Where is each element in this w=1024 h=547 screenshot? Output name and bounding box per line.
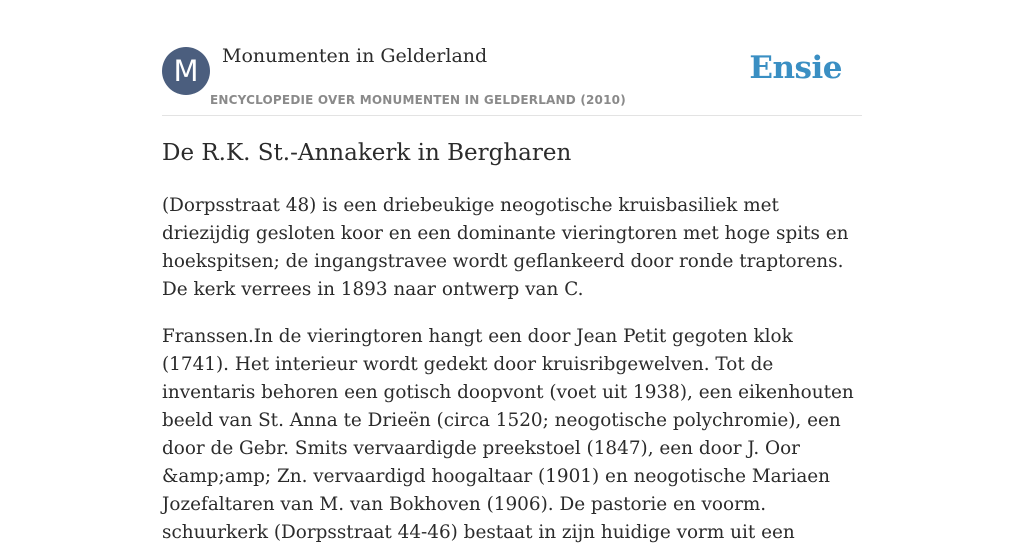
article-paragraph: Franssen.In de vieringtoren hangt een door Jean Petit gegoten klok (1741). Het interieur wordt gedekt door kruisribgewelven. Tot de inventaris behoren een gotisch doopvont (voet uit 1938), een eikenhouten beeld van St. Anna te Drieën (circa 1520; neogotische polychromie), een door de Gebr. Smits vervaardigde preekstoel (1847), een door J. Oor &amp;amp; Zn. vervaardigd hoogaltaar (1901) en neogotische Mariaen Jozefaltaren van M. van Bokhoven (1906). De pastorie en voorm. schuurkerk (Dorpsstraat 44-46) bestaat in zijn huidige vorm uit een — [162, 326, 854, 543]
content-container — [162, 0, 862, 543]
brand-logo-link[interactable]: Ensie — [749, 50, 842, 86]
site-title-link[interactable]: Monumenten in Gelderland — [222, 45, 488, 67]
avatar[interactable]: M — [162, 47, 210, 95]
header — [162, 0, 862, 116]
article-paragraph: (Dorpsstraat 48) is een driebeukige neogotische kruisbasiliek met driezijdig gesloten koor en een dominante vieringtoren met hoge spits en hoekspitsen; de ingangstravee wordt geflankeerd door ronde traptorens. De kerk verrees in 1893 naar ontwerp van C. — [162, 195, 849, 300]
article-title: De R.K. St.-Annakerk in Bergharen — [162, 140, 572, 166]
site-subtitle: ENCYCLOPEDIE OVER MONUMENTEN IN GELDERLAND (2010) — [210, 93, 626, 107]
